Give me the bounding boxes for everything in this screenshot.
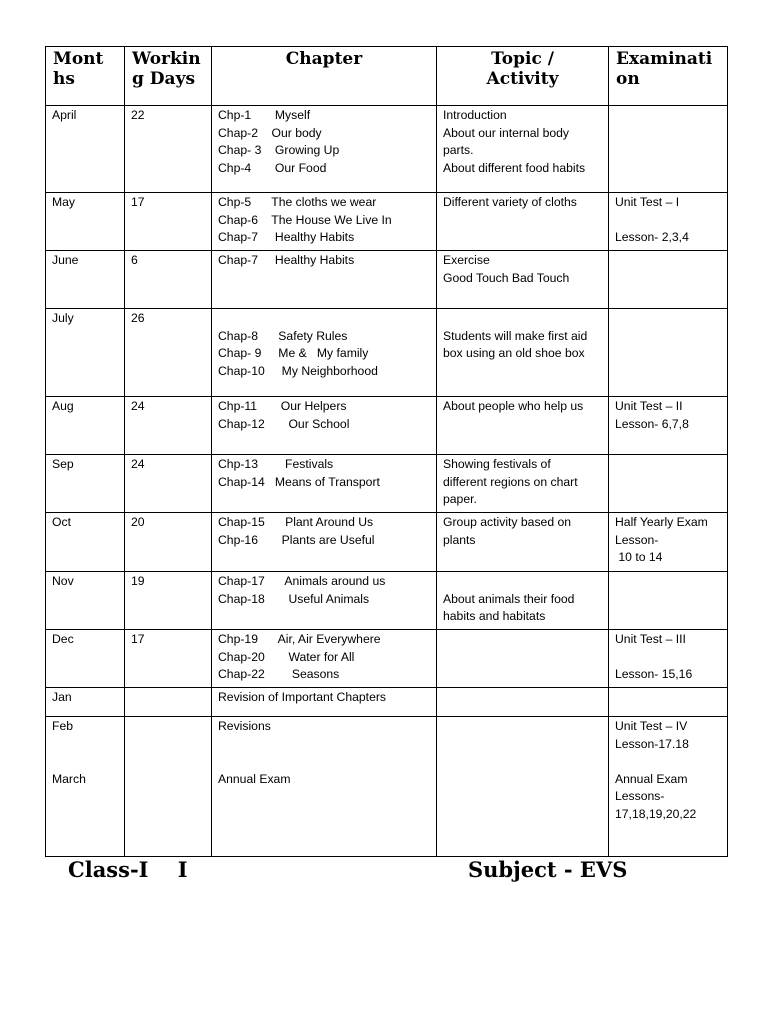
table-row [46, 193, 728, 251]
days-cell [125, 717, 212, 857]
topic-cell [437, 630, 609, 688]
topic-cell: Different variety of cloths [437, 193, 609, 251]
header-working-days: Workin g Days [125, 47, 212, 106]
table-row [46, 397, 728, 455]
exam-annual: Annual Exam Lessons- 17,18,19,20,22 [615, 771, 697, 821]
table-row [46, 251, 728, 309]
table-row [46, 572, 728, 630]
month-cell [46, 717, 125, 857]
days-cell: 24 [125, 455, 212, 513]
month-cell: Sep [46, 455, 125, 513]
exam-cell [609, 688, 728, 717]
exam-cell [609, 717, 728, 857]
exam-cell: Half Yearly Exam Lesson- 10 to 14 [609, 513, 728, 572]
month-march: March [52, 771, 86, 786]
month-cell: Dec [46, 630, 125, 688]
month-cell: Oct [46, 513, 125, 572]
month-cell: Nov [46, 572, 125, 630]
syllabus-table [45, 46, 728, 857]
table-row [46, 309, 728, 397]
table-row [46, 513, 728, 572]
topic-cell: Students will make first aid box using an old shoe box [437, 309, 609, 397]
header-months: Mont hs [46, 47, 125, 106]
chapter-cell: Chap-8 Safety Rules Chap- 9 Me & My family Chap-10 My Neighborhood [212, 309, 437, 397]
topic-cell: About animals their food habits and habitats [437, 572, 609, 630]
topic-cell: Introduction About our internal body parts. About different food habits [437, 106, 609, 193]
header-examination: Examinati on [609, 47, 728, 106]
exam-cell: Unit Test – I Lesson- 2,3,4 [609, 193, 728, 251]
header-row [46, 47, 728, 106]
topic-cell: About people who help us [437, 397, 609, 455]
chapter-annual-exam: Annual Exam [218, 771, 291, 786]
table-row [46, 630, 728, 688]
table-row [46, 106, 728, 193]
month-cell: April [46, 106, 125, 193]
days-cell: 26 [125, 309, 212, 397]
days-cell: 22 [125, 106, 212, 193]
chapter-cell: Chp-13 Festivals Chap-14 Means of Transport [212, 455, 437, 513]
table-row [46, 717, 728, 857]
month-cell: June [46, 251, 125, 309]
subject-label: Subject - EVS [468, 857, 628, 882]
exam-unit-test-4: Unit Test – IV Lesson-17.18 [615, 719, 689, 751]
days-cell: 24 [125, 397, 212, 455]
exam-cell [609, 455, 728, 513]
days-cell: 17 [125, 193, 212, 251]
topic-cell [437, 717, 609, 857]
month-feb: Feb [52, 719, 74, 733]
month-cell: Aug [46, 397, 125, 455]
chapter-cell: Chp-19 Air, Air Everywhere Chap-20 Water for All Chap-22 Seasons [212, 630, 437, 688]
days-cell: 6 [125, 251, 212, 309]
days-cell: 17 [125, 630, 212, 688]
class-label: Class-I I [68, 857, 188, 882]
exam-cell: Unit Test – III Lesson- 15,16 [609, 630, 728, 688]
days-cell: 20 [125, 513, 212, 572]
topic-cell: Group activity based on plants [437, 513, 609, 572]
chapter-cell: Chap-17 Animals around us Chap-18 Useful Animals [212, 572, 437, 630]
exam-cell [609, 309, 728, 397]
chapter-cell: Chp-11 Our Helpers Chap-12 Our School [212, 397, 437, 455]
chapter-cell: Revision of Important Chapters [212, 688, 437, 717]
chapter-cell: Chp-5 The cloths we wear Chap-6 The House We Live In Chap-7 Healthy Habits [212, 193, 437, 251]
table-row [46, 455, 728, 513]
chapter-revisions: Revisions [218, 719, 271, 733]
topic-cell [437, 688, 609, 717]
days-cell [125, 688, 212, 717]
header-topic: Topic / Activity [437, 47, 609, 106]
exam-cell: Unit Test – II Lesson- 6,7,8 [609, 397, 728, 455]
topic-cell: Showing festivals of different regions on chart paper. [437, 455, 609, 513]
month-cell: July [46, 309, 125, 397]
exam-cell [609, 251, 728, 309]
table-row [46, 688, 728, 717]
chapter-cell: Chap-15 Plant Around Us Chp-16 Plants are Useful [212, 513, 437, 572]
topic-cell: Exercise Good Touch Bad Touch [437, 251, 609, 309]
month-cell: May [46, 193, 125, 251]
header-chapter: Chapter [212, 47, 437, 106]
month-cell: Jan [46, 688, 125, 717]
days-cell: 19 [125, 572, 212, 630]
chapter-cell: Chp-1 Myself Chap-2 Our body Chap- 3 Growing Up Chp-4 Our Food [212, 106, 437, 193]
chapter-cell [212, 717, 437, 857]
exam-cell [609, 106, 728, 193]
chapter-cell: Chap-7 Healthy Habits [212, 251, 437, 309]
exam-cell [609, 572, 728, 630]
